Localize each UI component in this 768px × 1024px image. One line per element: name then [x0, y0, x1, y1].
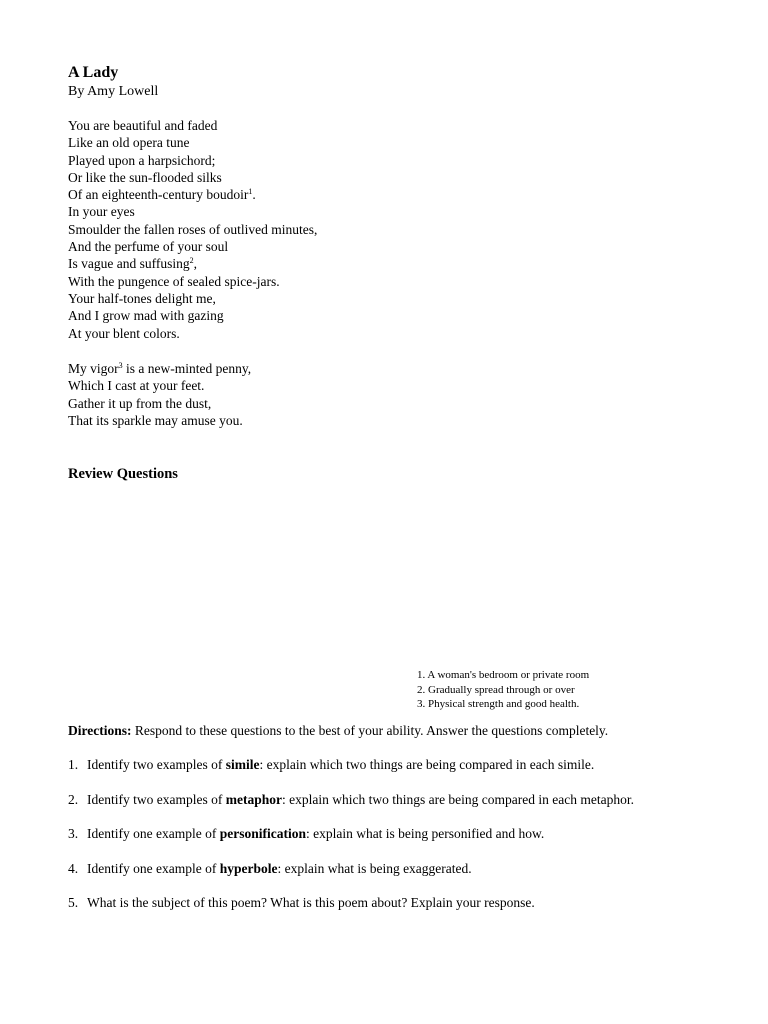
poem-line: [68, 255, 317, 272]
poem-line: At your blent colors.: [68, 325, 180, 341]
question-term: hyperbole: [219, 861, 278, 876]
footnote: 3. Physical strength and good health.: [417, 698, 580, 710]
question-term: personification: [219, 826, 306, 841]
poem-line: With the pungence of sealed spice-jars.: [68, 273, 280, 289]
poem-stanza-2: [68, 360, 251, 429]
poem-line: Your half-tones delight me,: [68, 290, 216, 306]
poem-line: In your eyes: [68, 204, 135, 220]
poem-line: And the perfume of your soul: [68, 239, 229, 255]
question-number: 4.: [68, 861, 79, 876]
question-text: : explain which two things are being compared in each metaphor.: [281, 792, 634, 807]
footnote-ref: 3: [118, 361, 123, 370]
poem-line: Gather it up from the dust,: [68, 395, 212, 411]
question-text: Identify one example of: [87, 826, 220, 841]
poem-line-text: Is vague and suffusing: [68, 256, 190, 272]
question-number: 5.: [68, 895, 79, 910]
footnote-ref: 2: [189, 256, 194, 266]
question-text: : explain what is being exaggerated.: [277, 861, 472, 876]
footnote-ref: 1: [248, 187, 253, 197]
question-5: [68, 894, 535, 911]
poem-line-punct: ,: [193, 256, 197, 272]
directions-text: Respond to these questions to the best of your ability. Answer the questions completely.: [131, 723, 609, 738]
poem-byline: By Amy Lowell: [68, 84, 159, 99]
poem-line: You are beautiful and faded: [68, 118, 218, 133]
poem-title: A Lady: [68, 64, 119, 81]
directions-label: Directions:: [68, 723, 132, 738]
poem-line-text: Of an eighteenth-century boudoir: [68, 187, 249, 203]
poem-line: And I grow mad with gazing: [68, 308, 224, 324]
poem-line-punct: .: [252, 187, 256, 203]
question-text: Identify two examples of: [87, 792, 226, 807]
poem-line: Played upon a harpsichord;: [68, 152, 216, 168]
question-number: 2.: [68, 792, 79, 807]
question-3: [68, 825, 544, 842]
poem-line: Like an old opera tune: [68, 135, 190, 151]
poem-line-text: My vigor: [68, 361, 119, 376]
review-questions-heading: Review Questions: [68, 466, 178, 482]
question-2: [68, 791, 634, 808]
question-number: 3.: [68, 826, 79, 841]
poem-line: Which I cast at your feet.: [68, 378, 205, 394]
footnote: 1. A woman's bedroom or private room: [417, 669, 590, 681]
question-text: : explain what is being personified and how.: [305, 826, 545, 841]
poem-line: [68, 186, 317, 203]
poem-stanza-1: [68, 117, 317, 342]
question-term: metaphor: [225, 792, 282, 807]
footnote: 2. Gradually spread through or over: [417, 683, 575, 696]
directions: [68, 722, 608, 739]
footnotes: [417, 668, 589, 712]
poem-line: Or like the sun-flooded silks: [68, 169, 222, 185]
question-4: [68, 860, 472, 877]
poem-line: [68, 360, 251, 377]
poem-line: That its sparkle may amuse you.: [68, 412, 243, 428]
poem-line: Smoulder the fallen roses of outlived minutes,: [68, 221, 318, 237]
question-term: simile: [225, 757, 260, 772]
question-text: What is the subject of this poem? What is this poem about? Explain your response.: [87, 895, 535, 910]
question-number: 1.: [68, 757, 79, 772]
question-1: [68, 756, 594, 773]
question-text: Identify two examples of: [87, 757, 226, 772]
question-text: Identify one example of: [87, 861, 220, 876]
poem-line-text: is a new-minted penny,: [122, 361, 252, 376]
question-text: : explain which two things are being compared in each simile.: [259, 757, 595, 772]
